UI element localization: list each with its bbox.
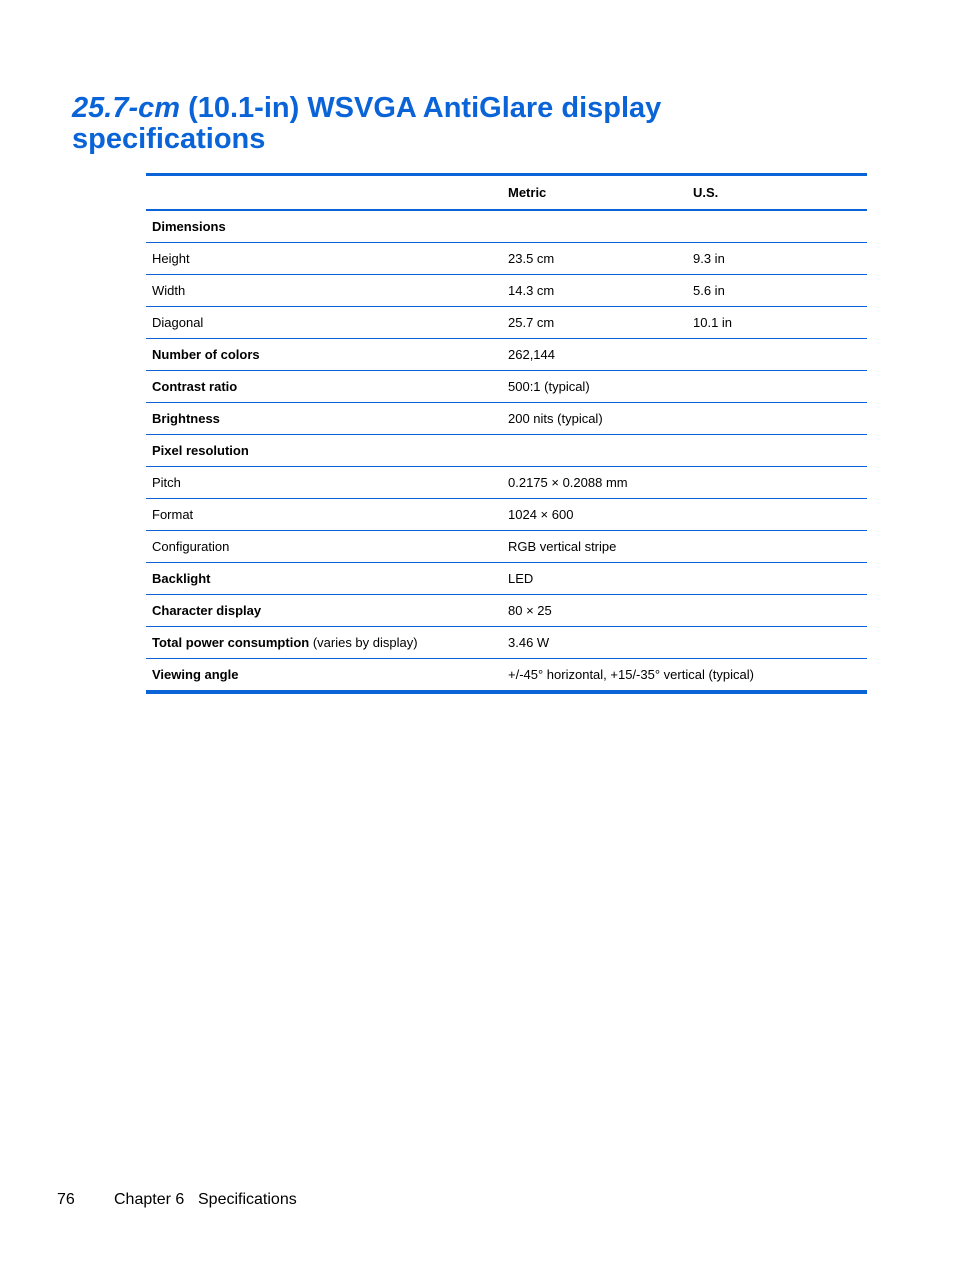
spec-us-value: 5.6 in bbox=[687, 275, 867, 307]
spec-label-cell bbox=[146, 371, 502, 403]
spec-label-cell bbox=[146, 210, 502, 243]
page-number: 76 bbox=[57, 1191, 75, 1208]
spec-label: Width bbox=[152, 283, 186, 298]
header-metric: Metric bbox=[502, 175, 687, 211]
spec-label: Number of colors bbox=[152, 347, 260, 362]
spec-label-cell bbox=[146, 339, 502, 371]
header-item bbox=[146, 175, 502, 211]
display-spec-table bbox=[146, 173, 867, 694]
spec-us-value bbox=[687, 210, 867, 243]
spec-metric-value: 0.2175 × 0.2088 mm bbox=[502, 467, 867, 499]
spec-metric-value: 262,144 bbox=[502, 339, 687, 371]
spec-label-cell bbox=[146, 563, 502, 595]
table-row bbox=[146, 403, 867, 435]
spec-label: Diagonal bbox=[152, 315, 204, 330]
title-metric-size: 25.7-cm bbox=[72, 92, 181, 124]
page-title bbox=[72, 93, 832, 155]
spec-metric-value bbox=[502, 435, 687, 467]
spec-label: Character display bbox=[152, 603, 262, 618]
spec-us-value bbox=[687, 627, 867, 659]
spec-us-value bbox=[687, 435, 867, 467]
table-row bbox=[146, 659, 867, 693]
header-us: U.S. bbox=[687, 175, 867, 211]
spec-label-cell bbox=[146, 499, 502, 531]
spec-metric-value: 14.3 cm bbox=[502, 275, 687, 307]
spec-metric-value: 25.7 cm bbox=[502, 307, 687, 339]
table-row bbox=[146, 435, 867, 467]
spec-metric-value: 200 nits (typical) bbox=[502, 403, 687, 435]
spec-metric-value: 80 × 25 bbox=[502, 595, 687, 627]
spec-us-value bbox=[687, 403, 867, 435]
spec-label-cell bbox=[146, 595, 502, 627]
table-row bbox=[146, 563, 867, 595]
spec-label: Contrast ratio bbox=[152, 379, 238, 394]
spec-label-cell bbox=[146, 275, 502, 307]
spec-label: Height bbox=[152, 251, 190, 266]
spec-label-cell bbox=[146, 403, 502, 435]
spec-us-value: 9.3 in bbox=[687, 243, 867, 275]
spec-metric-value: 23.5 cm bbox=[502, 243, 687, 275]
spec-us-value bbox=[687, 563, 867, 595]
spec-metric-value: +/-45° horizontal, +15/-35° vertical (typical) bbox=[508, 667, 754, 682]
spec-us-value bbox=[687, 339, 867, 371]
spec-metric-value: 500:1 (typical) bbox=[502, 371, 687, 403]
table-row bbox=[146, 595, 867, 627]
spec-metric-value bbox=[502, 210, 687, 243]
spec-us-value: 10.1 in bbox=[687, 307, 867, 339]
spec-us-value bbox=[687, 531, 867, 563]
spec-us-value bbox=[687, 595, 867, 627]
table-header-row bbox=[146, 175, 867, 211]
spec-label: Viewing angle bbox=[152, 667, 239, 682]
table-row bbox=[146, 339, 867, 371]
footer-section: Specifications bbox=[198, 1191, 297, 1208]
table-row bbox=[146, 499, 867, 531]
spec-label: Backlight bbox=[152, 571, 211, 586]
spec-label: Format bbox=[152, 507, 194, 522]
spec-label: Configuration bbox=[152, 539, 230, 554]
spec-label-cell bbox=[146, 435, 502, 467]
table-row bbox=[146, 467, 867, 499]
spec-label-cell bbox=[146, 243, 502, 275]
spec-metric-value: RGB vertical stripe bbox=[502, 531, 687, 563]
spec-label: Brightness bbox=[152, 411, 220, 426]
table-row bbox=[146, 307, 867, 339]
table-row bbox=[146, 275, 867, 307]
spec-label-cell bbox=[146, 307, 502, 339]
spec-metric-value: 3.46 W bbox=[502, 627, 687, 659]
spec-label: Pitch bbox=[152, 475, 181, 490]
footer-chapter: Chapter 6 bbox=[114, 1191, 185, 1208]
spec-us-value bbox=[687, 371, 867, 403]
spec-us-value bbox=[687, 499, 867, 531]
spec-label-cell bbox=[146, 627, 502, 659]
table-row bbox=[146, 627, 867, 659]
table-row bbox=[146, 210, 867, 243]
spec-label-note: (varies by display) bbox=[309, 635, 418, 650]
spec-label: Pixel resolution bbox=[152, 443, 249, 458]
table-row bbox=[146, 243, 867, 275]
spec-metric-value: LED bbox=[502, 563, 687, 595]
table-row bbox=[146, 531, 867, 563]
spec-label: Dimensions bbox=[152, 219, 226, 234]
spec-label: Total power consumption bbox=[152, 635, 310, 650]
table-row bbox=[146, 371, 867, 403]
spec-metric-value: 1024 × 600 bbox=[502, 499, 687, 531]
spec-label-cell bbox=[146, 659, 502, 693]
title-rest: (10.1-in) WSVGA AntiGlare display specifications bbox=[72, 92, 662, 155]
spec-label-cell bbox=[146, 531, 502, 563]
spec-label-cell bbox=[146, 467, 502, 499]
table-body bbox=[146, 210, 867, 692]
